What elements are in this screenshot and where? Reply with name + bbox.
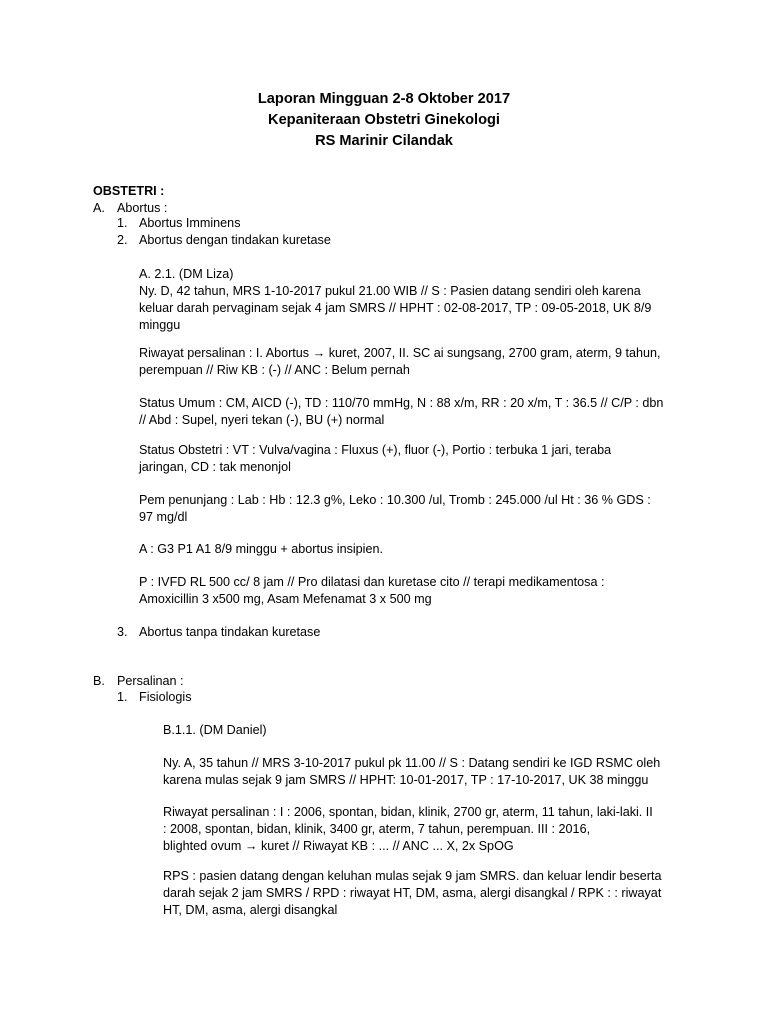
list-marker-a: A. (93, 201, 105, 215)
text-line: // Abd : Supel, nyeri tekan (-), BU (+) normal (139, 413, 385, 427)
case-a21-penunjang (139, 492, 651, 526)
case-a21-assessment: A : G3 P1 A1 8/9 minggu + abortus insipien. (139, 542, 383, 556)
text-line: 97 mg/dl (139, 510, 188, 524)
text-line: Riwayat persalinan : I. Abortus → kuret, 2007, II. SC ai sungsang, 2700 gram, aterm, 9 tahun, (139, 346, 661, 360)
list-number: 1. (117, 690, 128, 704)
report-title: Laporan Mingguan 2-8 Oktober 2017 (257, 91, 511, 107)
case-id-a21: A. 2.1. (DM Liza) (139, 267, 234, 281)
case-b11-identity (163, 755, 660, 789)
text-line: P : IVFD RL 500 cc/ 8 jam // Pro dilatasi dan kuretase cito // terapi medikamentosa : (139, 575, 605, 589)
text-line: keluar darah pervaginam sejak 4 jam SMRS // HPHT : 02-08-2017, TP : 09-05-2018, UK 8/9 (139, 301, 652, 315)
case-b11-riwayat (163, 804, 653, 855)
text-line: blighted ovum → kuret // Riwayat KB : ... // ANC ... X, 2x SpOG (163, 839, 514, 853)
text-line: : 2008, spontan, bidan, klinik, 3400 gr, aterm, 7 tahun, perempuan. III : 2016, (163, 822, 591, 836)
report-subtitle: Kepaniteraan Obstetri Ginekologi (268, 112, 500, 128)
list-number: 2. (117, 233, 128, 247)
list-marker-b: B. (93, 674, 105, 688)
case-a21-plan (139, 574, 604, 608)
list-label-abortus: Abortus : (117, 201, 168, 215)
case-a21-status-umum (139, 395, 663, 429)
list-number: 1. (117, 216, 128, 230)
case-a21-status-obstetri (139, 442, 611, 476)
case-b11-rps (163, 868, 661, 919)
text-line: HT, DM, asma, alergi disangkal (163, 903, 338, 917)
case-a21-riwayat (139, 345, 661, 379)
list-item-abortus-kuretase: Abortus dengan tindakan kuretase (139, 233, 331, 247)
text-line: darah sejak 2 jam SMRS / RPD : riwayat HT, DM, asma, alergi disangkal / RPK : : riwayat (163, 886, 662, 900)
text-line: Status Obstetri : VT : Vulva/vagina : Fluxus (+), fluor (-), Portio : terbuka 1 jari, teraba (139, 443, 612, 457)
text-line: Ny. D, 42 tahun, MRS 1-10-2017 pukul 21.00 WIB // S : Pasien datang sendiri oleh karena (139, 284, 641, 298)
text-line: jaringan, CD : tak menonjol (139, 460, 291, 474)
text-line: Riwayat persalinan : I : 2006, spontan, bidan, klinik, 2700 gr, aterm, 11 tahun, laki-laki. II (163, 805, 653, 819)
section-heading-obstetri: OBSTETRI : (93, 184, 165, 198)
text-line: minggu (139, 318, 181, 332)
case-a21-identity (139, 283, 651, 334)
report-hospital: RS Marinir Cilandak (315, 133, 453, 149)
list-number: 3. (117, 625, 128, 639)
text-line: Amoxicillin 3 x500 mg, Asam Mefenamat 3 x 500 mg (139, 592, 432, 606)
text-line: Pem penunjang : Lab : Hb : 12.3 g%, Leko : 10.300 /ul, Tromb : 245.000 /ul Ht : 36 % GDS : (139, 493, 651, 507)
list-label-persalinan: Persalinan : (117, 674, 184, 688)
text-line: perempuan // Riw KB : (-) // ANC : Belum pernah (139, 363, 410, 377)
text-line: karena mulas sejak 9 jam SMRS // HPHT: 10-01-2017, TP : 17-10-2017, UK 38 minggu (163, 773, 649, 787)
text-line: Ny. A, 35 tahun // MRS 3-10-2017 pukul pk 11.00 // S : Datang sendiri ke IGD RSMC oleh (163, 756, 661, 770)
text-line: RPS : pasien datang dengan keluhan mulas sejak 9 jam SMRS. dan keluar lendir beserta (163, 869, 662, 883)
list-item-fisiologis: Fisiologis (139, 690, 192, 704)
text-line: Status Umum : CM, AICD (-), TD : 110/70 mmHg, N : 88 x/m, RR : 20 x/m, T : 36.5 // C/P : dbn (139, 396, 664, 410)
case-id-b11: B.1.1. (DM Daniel) (163, 723, 267, 737)
list-item-abortus-imminens: Abortus Imminens (139, 216, 241, 230)
list-item-abortus-tanpa-kuretase: Abortus tanpa tindakan kuretase (139, 625, 321, 639)
